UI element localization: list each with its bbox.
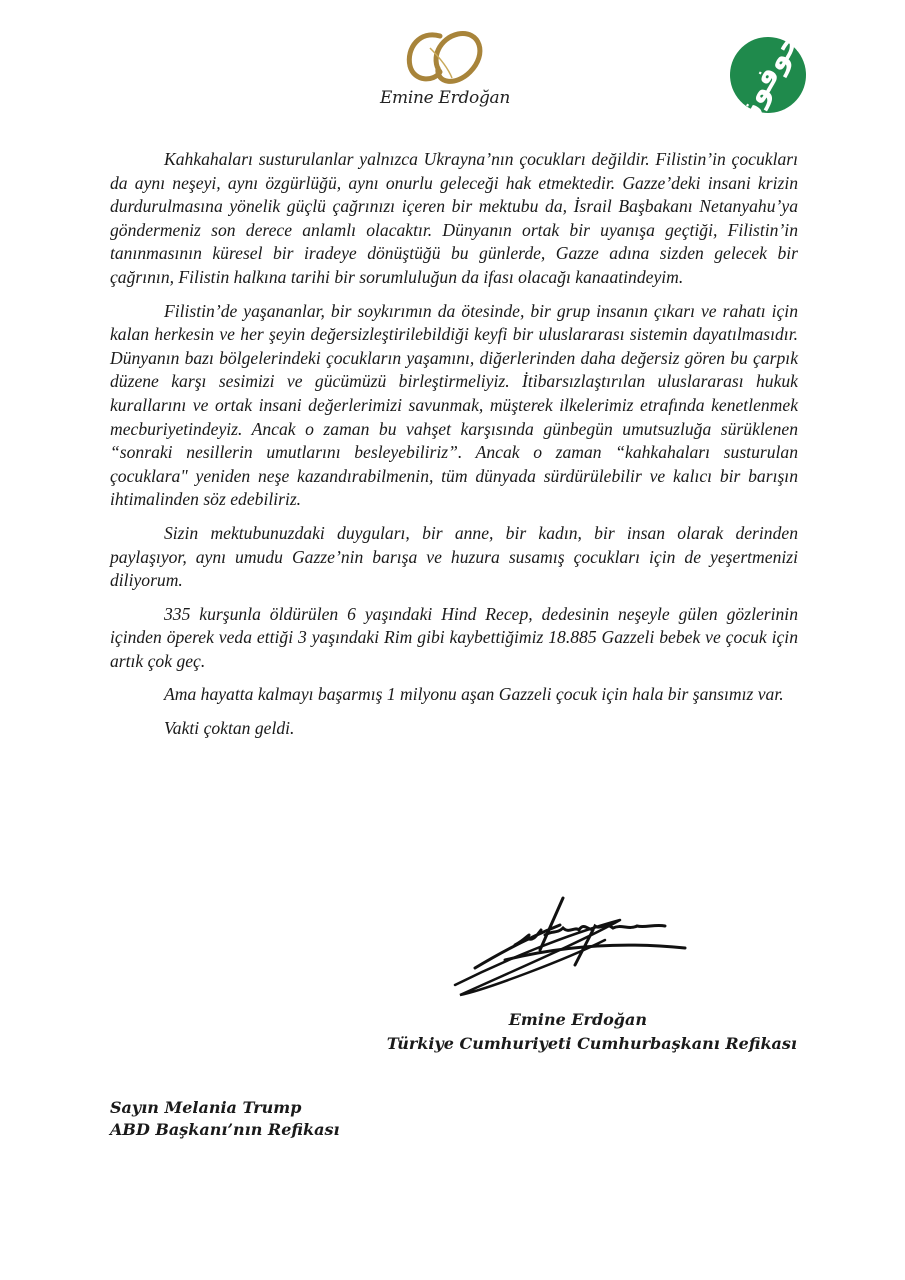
paragraph: Ama hayatta kalmayı başarmış 1 milyonu aşan Gazzeli çocuk için hala bir şansımız var. <box>164 684 784 705</box>
emine-erdogan-logo <box>370 28 520 123</box>
paragraph: Sizin mektubunuzdaki duyguları, bir anne, bir kadın, bir insan olarak derinden paylaşıyor, aynı umudu Gazze’nin barışa ve huzura susamış çocukları için de yeşertmenizi diliyorum. <box>110 522 798 591</box>
paragraph: Filistin’de yaşananlar, bir soykırımın da ötesinde, bir grup insanın çıkarı ve rahatı için kalan herkesin ve her şeyin değersizleştirilebildiği keyfi bir uluslararası sistemin dayatılmasıdır. Dünyanın bazı bölgelerindeki çocukların yaşamını, diğerlerinden daha değersiz gören bu çarpık düzene karşı sesimizi ve gücümüzü birleştirmeliyiz. İtibarsızlaştırılan uluslararası hukuk kurallarını ve ortak insani değerlerimizi savunmak, müşterek ilkelerimiz etrafında kenetlenmek mecburiyetindeyiz. Ancak o zaman bu vahşet karşısında günbegün umutsuzluğa sürüklenen “sonraki nesillerin umutlarını besleyebiliriz”. Ancak o zaman “kahkahaları susturulan çocuklara" yeniden neşe kazandırabilmenin, tüm dünyada sürdürülebilir ve kalıcı bir barışın ihtimalinden söz edebiliriz. <box>110 300 798 510</box>
ee-monogram-icon <box>400 28 490 90</box>
recipient-title: ABD Başkanı’nın Refikası <box>110 1120 340 1139</box>
letter-body <box>110 148 798 751</box>
green-circle-logo: جوفوز <box>716 23 820 127</box>
signature <box>445 890 695 1000</box>
logo-name: Emine Erdoğan <box>379 88 511 108</box>
signoff <box>387 1008 797 1056</box>
recipient-name: Sayın Melania Trump <box>110 1098 302 1117</box>
signer-name: Emine Erdoğan <box>508 1010 647 1029</box>
paragraph: 335 kurşunla öldürülen 6 yaşındaki Hind Recep, dedesinin neşeyle gülen gözlerinin içinden öperek veda ettiği 3 yaşındaki Rim gibi kaybettiğimiz 18.885 Gazzeli bebek ve çocuk için artık çok geç. <box>110 603 798 671</box>
paragraph: Kahkahaları susturulanlar yalnızca Ukrayna’nın çocukları değildir. Filistin’in çocukları da aynı neşeyi, aynı özgürlüğü, aynı onurlu geleceği hak etmektedir. Gazze’deki insani krizin durdurulmasına yönelik güçlü çağrınızı içeren bir mektubu da, İsrail Başbakanı Netanyahu’ya göndermeniz son derece anlamlı olacaktır. Dünyanın ortak bir uyanışa geçtiği, Filistin’in tanınmasının küresel bir iradeye dönüştüğü bu günlerde, Gazze adına sizden gelecek bir çağrının, Filistin halkına tarihi bir sorumluluğun da ifası olacağı kanaatindeyim. <box>110 149 798 287</box>
recipient <box>110 1097 340 1141</box>
paragraph: Vakti çoktan geldi. <box>164 718 295 739</box>
signer-title: Türkiye Cumhuriyeti Cumhurbaşkanı Refikası <box>386 1034 797 1053</box>
